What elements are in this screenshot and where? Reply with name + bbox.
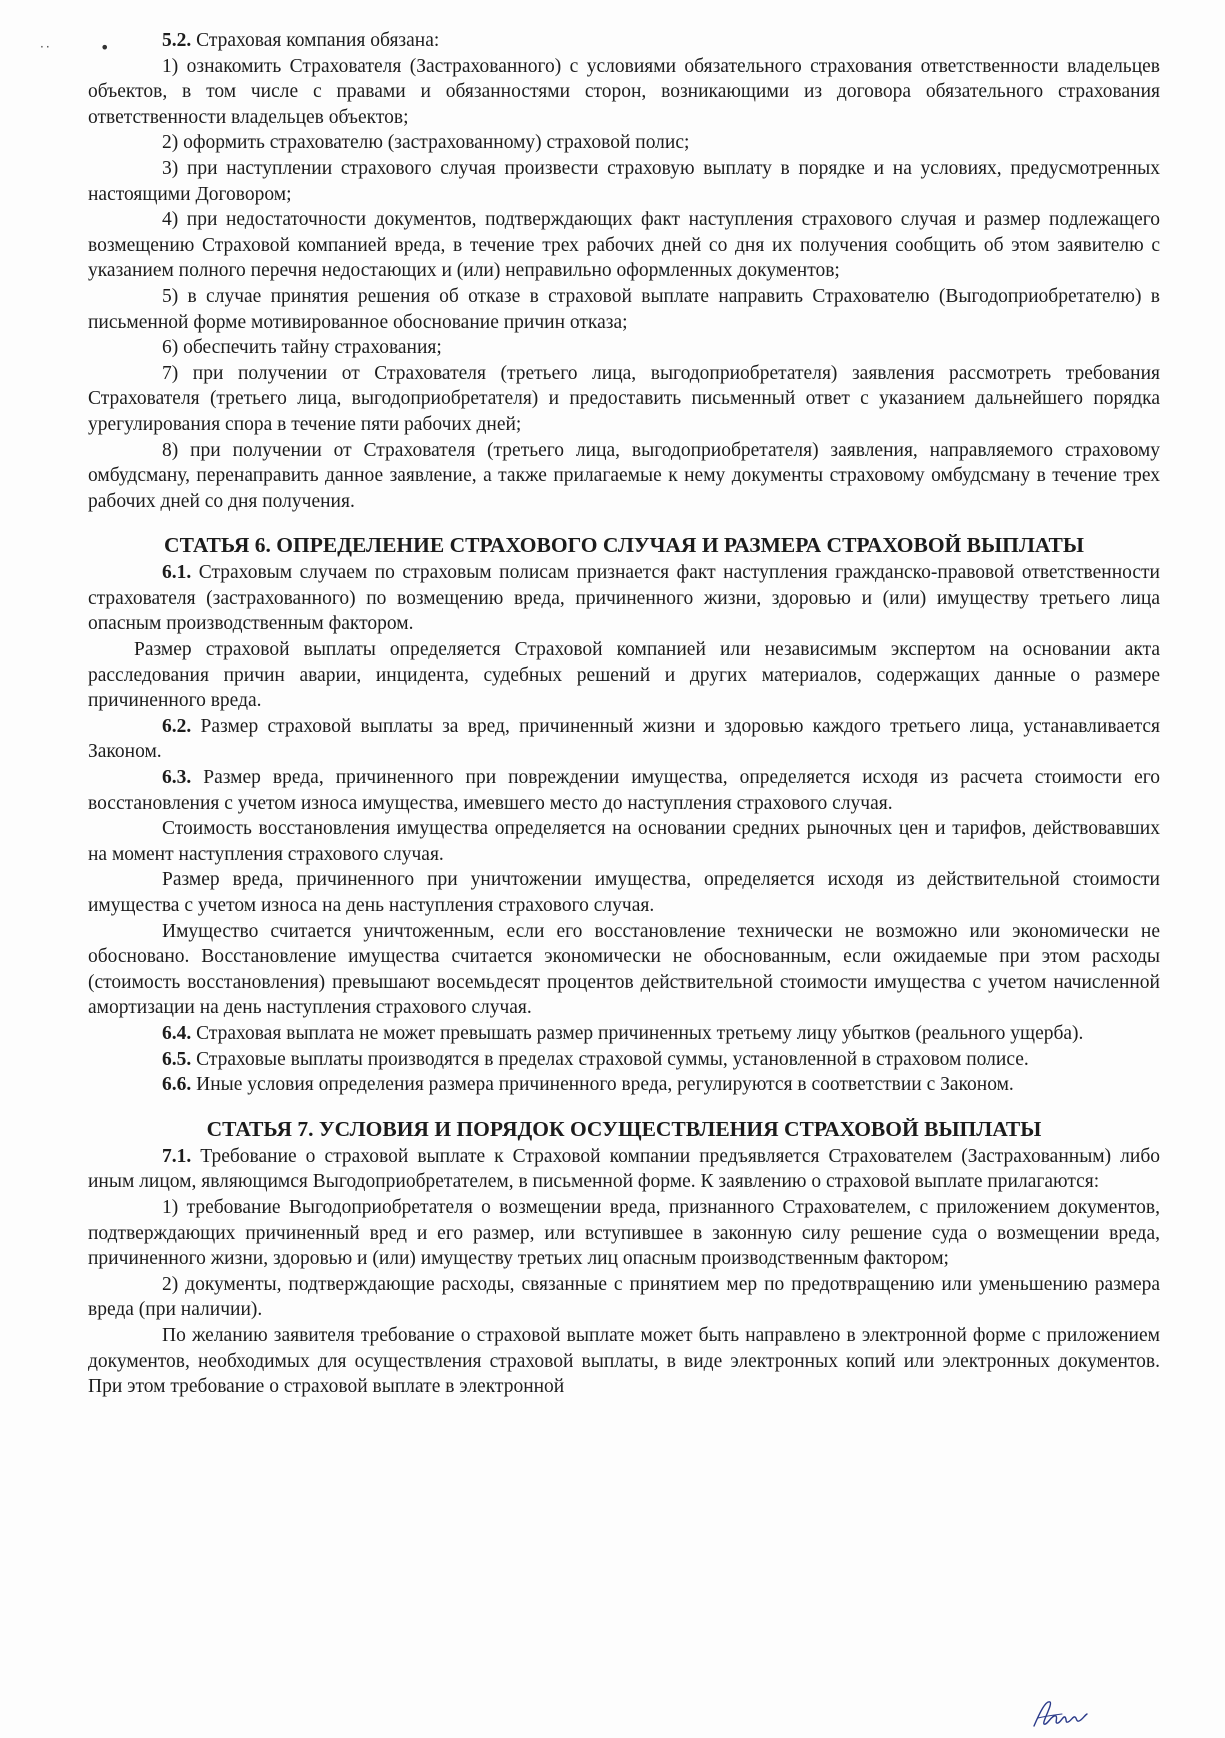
- paragraph-6-3-b: Стоимость восстановления имущества определяется на основании средних рыночных цен и тарифов, действовавших на момент наступления страхового случая.: [88, 818, 1160, 865]
- paragraph-6-4: [88, 1021, 1160, 1047]
- clause-number: 6.3.: [162, 767, 192, 789]
- paragraph-7-1-b: По желанию заявителя требование о страховой выплате может быть направлено в электронной форме с приложением документов, необходимых для осуществления страховой выплаты, в виде электронных копий или электронных документов. При этом требование о страховой выплате в электронной: [88, 1324, 1160, 1398]
- clause-text: Страховая компания обязана:: [191, 30, 440, 51]
- paragraph-6-5: [88, 1047, 1160, 1073]
- list-item: 5) в случае принятия решения об отказе в страховой выплате направить Страхователю (Выгодоприобретателю) в письменной форме мотивированное обоснование причин отказа;: [88, 285, 1160, 333]
- clause-text: Страховые выплаты производятся в пределах страховой суммы, установленной в страховом полисе.: [191, 1048, 1029, 1070]
- clause-number: 6.1.: [162, 562, 192, 584]
- paragraph-7-1: [88, 1144, 1160, 1195]
- clause-text: Размер страховой выплаты за вред, причиненный жизни и здоровью каждого третьего лица, устанавливается Законом.: [88, 715, 1160, 763]
- paragraph-6-6: [88, 1072, 1160, 1098]
- clause-number: 6.2.: [162, 715, 192, 737]
- clause-number: 5.2.: [162, 30, 192, 51]
- list-item: 8) при получении от Страхователя (третьего лица, выгодоприобретателя) заявления, направляемого страховому омбудсману, перенаправить данное заявление, а также прилагаемые к нему документы страховому омбудсману в течение трех рабочих дней со дня получения.: [88, 439, 1160, 512]
- list-item: 1) ознакомить Страхователя (Застрахованного) с условиями обязательного страхования ответственности владельцев объектов, в том числе с правами и обязанностями сторон, возникающими из договора обязательного страхования ответственности владельцев объектов;: [88, 55, 1160, 128]
- paragraph-6-3-c: Размер вреда, причиненного при уничтожении имущества, определяется исходя из действительной стоимости имущества с учетом износа на день наступления страхового случая.: [88, 869, 1160, 916]
- scan-artifact-dot: •: [100, 38, 110, 57]
- paragraph-6-1: [88, 560, 1160, 637]
- clause-number: 7.1.: [162, 1145, 192, 1167]
- document-body: [88, 28, 1160, 1400]
- paragraph-6-2: [88, 714, 1160, 765]
- section-heading-6: СТАТЬЯ 6. ОПРЕДЕЛЕНИЕ СТРАХОВОГО СЛУЧАЯ И РАЗМЕРА СТРАХОВОЙ ВЫПЛАТЫ: [164, 533, 1084, 558]
- section-heading-7: СТАТЬЯ 7. УСЛОВИЯ И ПОРЯДОК ОСУЩЕСТВЛЕНИЯ СТРАХОВОЙ ВЫПЛАТЫ: [206, 1116, 1042, 1141]
- list-item: 3) при наступлении страхового случая произвести страховую выплату в порядке и на условиях, предусмотренных настоящими Договором;: [88, 157, 1160, 205]
- clause-number: 6.6.: [162, 1074, 192, 1096]
- paragraph-6-3-d: Имущество считается уничтоженным, если его восстановление технически не возможно или экономически не обосновано. Восстановление имущества считается экономически не обоснованным, если ожидаемые при этом расходы (стоимость восстановления) превышают восемьдесят процентов действительной стоимости имущества с учетом начисленной амортизации на день наступления страхового случая.: [88, 920, 1160, 1019]
- clause-number: 6.5.: [162, 1048, 192, 1070]
- clause-text: Размер вреда, причиненного при повреждении имущества, определяется исходя из расчета стоимости его восстановления с учетом износа имущества, имевшего место до наступления страхового случая.: [88, 767, 1160, 814]
- list-item: 1) требование Выгодоприобретателя о возмещении вреда, признанного Страхователем, с приложением документов, подтверждающих причиненный вред и его размер, или вступившее в законную силу решение суда о возмещении вреда, причиненного жизни, здоровью и (или) имуществу третьих лиц опасным производственным фактором;: [88, 1196, 1160, 1270]
- list-item: 7) при получении от Страхователя (третьего лица, выгодоприобретателя) заявления рассмотреть требования Страхователя (третьего лица, выгодоприобретателя) и предоставить письменный ответ с указанием дальнейшего порядка урегулирования спора в течение пяти рабочих дней;: [88, 362, 1160, 435]
- clause-text: Иные условия определения размера причиненного вреда, регулируются в соответствии с Законом.: [191, 1074, 1014, 1096]
- clause-text: Страховым случаем по страховым полисам признается факт наступления гражданско-правовой ответственности страхователя (застрахованного) по возмещению вреда, причиненного жизни, здоровью и (или) имуществу третьего лица опасным производственным фактором.: [88, 562, 1160, 635]
- list-item: 2) документы, подтверждающие расходы, связанные с принятием мер по предотвращению или уменьшению размера вреда (при наличии).: [88, 1273, 1160, 1321]
- handwritten-signature: [1030, 1692, 1090, 1732]
- list-item: 6) обеспечить тайну страхования;: [162, 337, 442, 359]
- scan-artifact-dots: ··: [40, 40, 52, 54]
- paragraph-6-1-b: Размер страховой выплаты определяется Страховой компанией или независимым экспертом на основании акта расследования причин аварии, инцидента, судебных решений и других материалов, содержащих данные о размере причиненного вреда.: [88, 639, 1160, 712]
- paragraph-6-3: [88, 765, 1160, 816]
- clause-text: Требование о страховой выплате к Страховой компании предъявляется Страхователем (Застрахованным) либо иным лицом, являющимся Выгодоприобретателем, в письменной форме. К заявлению о страховой выплате прилагаются:: [88, 1145, 1160, 1193]
- clause-text: Страховая выплата не может превышать размер причиненных третьему лицу убытков (реального ущерба).: [191, 1022, 1084, 1044]
- list-item: 2) оформить страхователю (застрахованному) страховой полис;: [162, 132, 690, 154]
- paragraph-5-2: [88, 28, 1160, 54]
- clause-number: 6.4.: [162, 1022, 192, 1044]
- list-item: 4) при недостаточности документов, подтверждающих факт наступления страхового случая и размер подлежащего возмещению Страховой компанией вреда, в течение трех рабочих дней со дня их получения сообщить об этом заявителю с указанием полного перечня недостающих и (или) неправильно оформленных документов;: [88, 209, 1160, 282]
